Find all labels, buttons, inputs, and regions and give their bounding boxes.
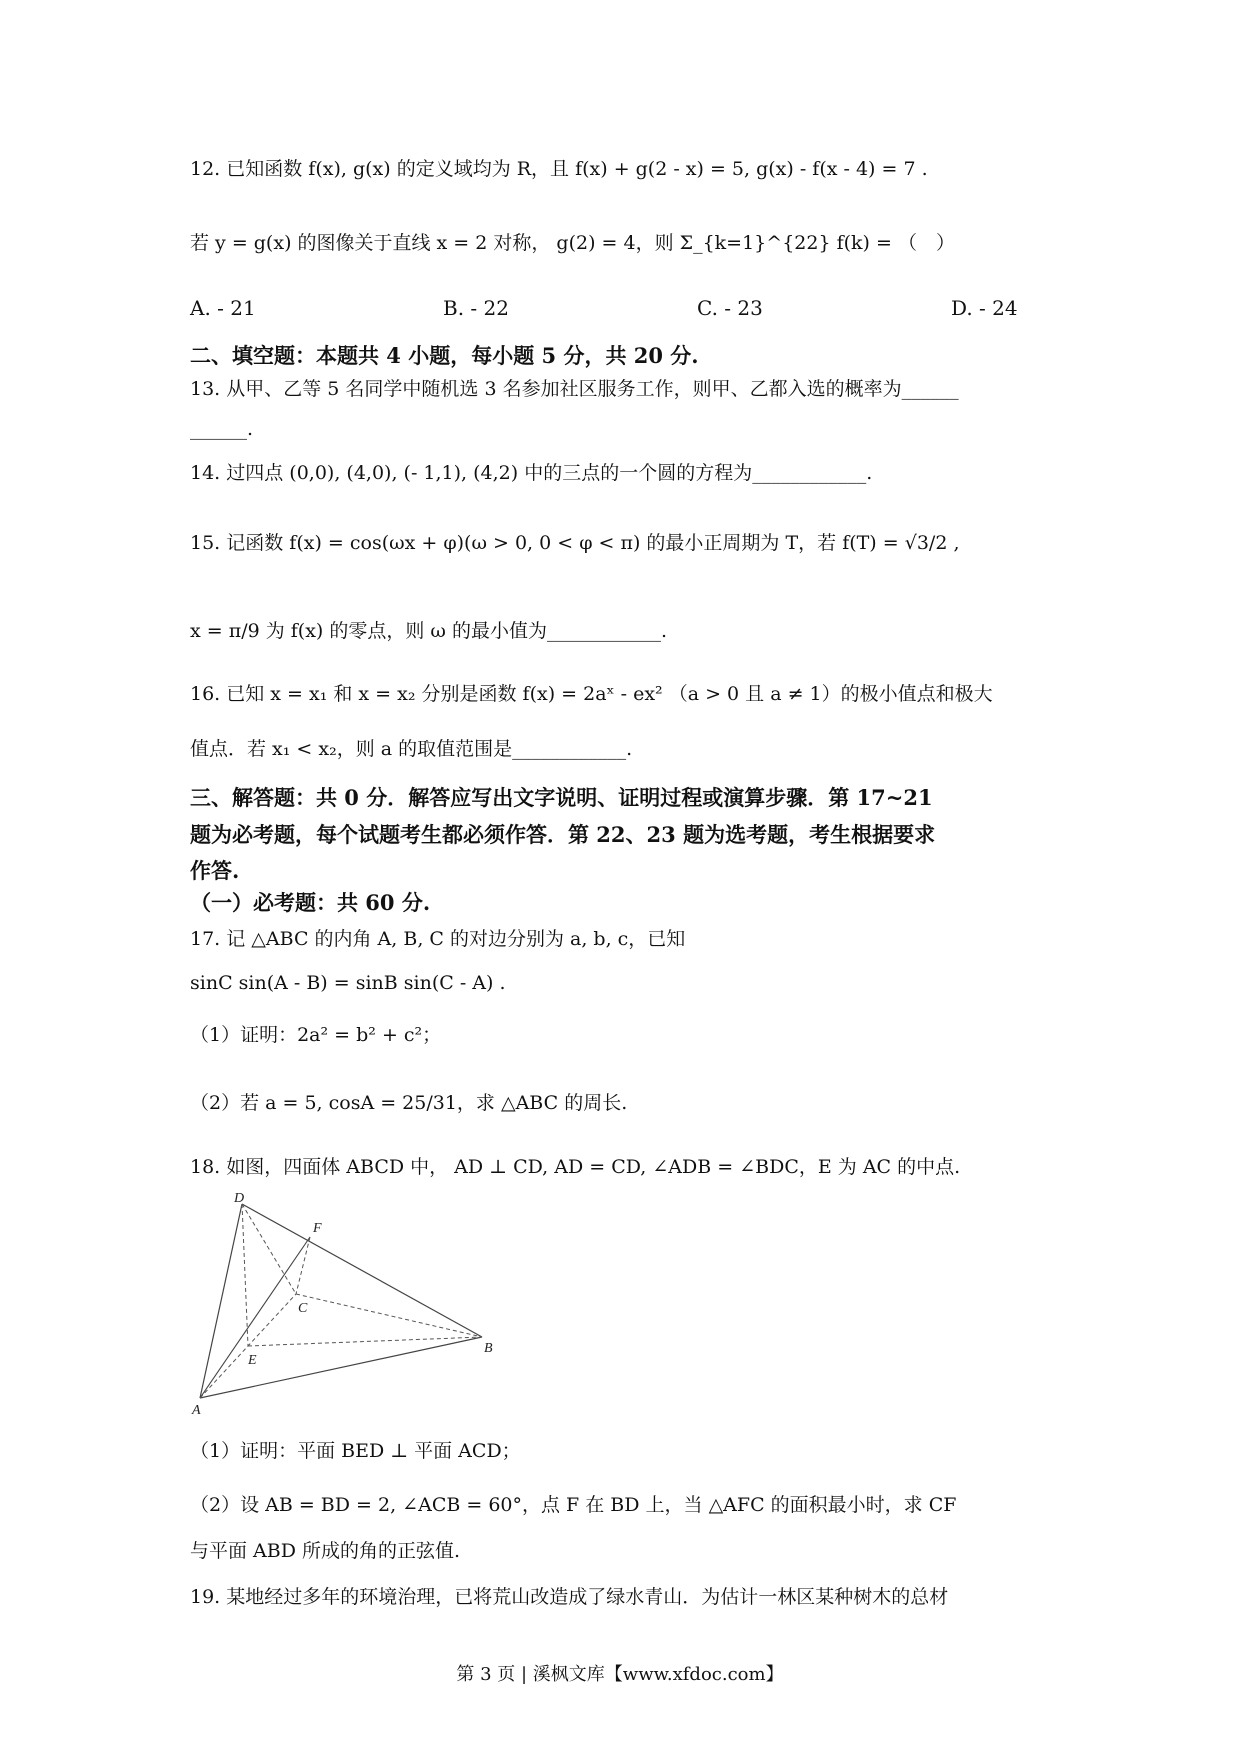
q12-option-b: B. - 22 <box>443 296 509 320</box>
q17-line2: sinC sin(A - B) = sinB sin(C - A) . <box>190 972 506 994</box>
q13-line1: 13. 从甲、乙等 5 名同学中随机选 3 名参加社区服务工作，则甲、乙都入选的概率为______ <box>190 378 959 400</box>
edge-af <box>200 1237 310 1398</box>
edge-cb <box>296 1294 482 1337</box>
label-d: D <box>234 1192 245 1206</box>
edge-de <box>242 1204 248 1346</box>
section3-heading-line2: 题为必考题，每个试题考生都必须作答．第 22、23 题为选考题，考生根据要求 <box>190 822 936 847</box>
label-b: B <box>484 1341 493 1356</box>
section2-heading: 二、填空题：本题共 4 小题，每小题 5 分，共 20 分. <box>190 343 699 368</box>
q12-line2: 若 y = g(x) 的图像关于直线 x = 2 对称， g(2) = 4，则 Σ_{k=1}^{22} f(k) = （ ） <box>190 232 955 254</box>
q18-line1: 18. 如图，四面体 ABCD 中， AD ⊥ CD, AD = CD, ∠ADB = ∠BDC，E 为 AC 的中点. <box>190 1156 961 1178</box>
section3-heading-line3: 作答. <box>190 858 240 883</box>
edge-da <box>200 1204 242 1398</box>
q15-line2: x = π/9 为 f(x) 的零点，则 ω 的最小值为____________. <box>190 620 667 642</box>
q16-line1: 16. 已知 x = x₁ 和 x = x₂ 分别是函数 f(x) = 2aˣ - ex² （a > 0 且 a ≠ 1）的极小值点和极大 <box>190 683 993 705</box>
edge-dc <box>242 1204 296 1294</box>
label-f: F <box>313 1221 322 1236</box>
q18-part2-cont: 与平面 ABD 所成的角的正弦值. <box>190 1540 461 1562</box>
tetrahedron-diagram <box>190 1192 510 1422</box>
q17-line1: 17. 记 △ABC 的内角 A, B, C 的对边分别为 a, b, c，已知 <box>190 928 686 950</box>
section3-heading-line1: 三、解答题：共 0 分．解答应写出文字说明、证明过程或演算步骤．第 17~21 <box>190 785 933 810</box>
edge-db <box>242 1204 482 1337</box>
q14-line1: 14. 过四点 (0,0), (4,0), (- 1,1), (4,2) 中的三点的一个圆的方程为____________. <box>190 462 873 484</box>
edge-ab <box>200 1337 482 1398</box>
q17-part2: （2）若 a = 5, cosA = 25/31，求 △ABC 的周长. <box>190 1092 628 1114</box>
q12-option-d: D. - 24 <box>951 296 1018 320</box>
section3-subheading: （一）必考题：共 60 分. <box>190 890 431 915</box>
edge-fc <box>296 1237 310 1294</box>
q18-part1: （1）证明：平面 BED ⊥ 平面 ACD； <box>190 1440 521 1462</box>
label-e: E <box>248 1353 257 1368</box>
q16-line2: 值点．若 x₁ < x₂，则 a 的取值范围是____________. <box>190 738 633 760</box>
q15-line1: 15. 记函数 f(x) = cos(ωx + φ)(ω > 0, 0 < φ < π) 的最小正周期为 T，若 f(T) = √3/2 , <box>190 532 960 554</box>
tetrahedron-figure <box>190 1192 510 1427</box>
q19-line1: 19. 某地经过多年的环境治理，已将荒山改造成了绿水青山．为估计一林区某种树木的总材 <box>190 1586 949 1608</box>
q12-line1: 12. 已知函数 f(x), g(x) 的定义域均为 R，且 f(x) + g(2 - x) = 5, g(x) - f(x - 4) = 7 . <box>190 158 928 180</box>
q18-part2: （2）设 AB = BD = 2, ∠ACB = 60°，点 F 在 BD 上，当 △AFC 的面积最小时，求 CF <box>190 1494 957 1516</box>
q12-option-c: C. - 23 <box>697 296 763 320</box>
label-a: A <box>192 1403 201 1418</box>
label-c: C <box>298 1301 308 1316</box>
q13-line2: ______. <box>190 418 254 440</box>
q17-part1: （1）证明：2a² = b² + c²； <box>190 1024 442 1046</box>
q12-option-a: A. - 21 <box>190 296 256 320</box>
page-footer: 第 3 页 | 溪枫文库【www.xfdoc.com】 <box>456 1664 784 1685</box>
